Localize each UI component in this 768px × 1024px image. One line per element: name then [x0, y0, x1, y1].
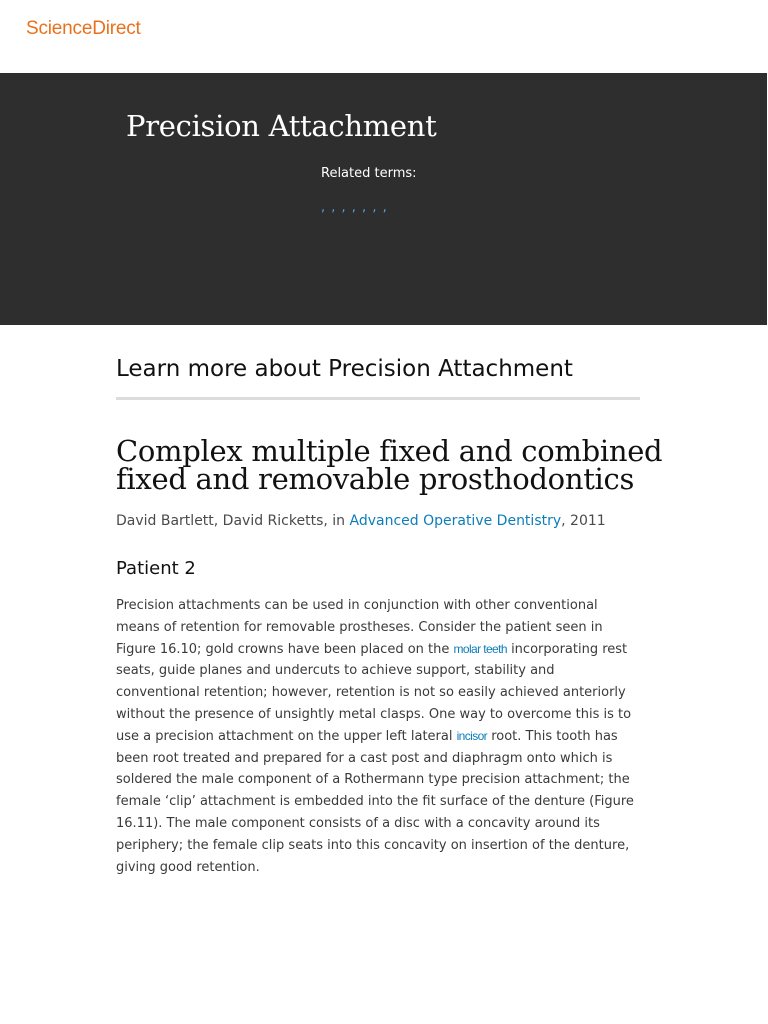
- excerpt-text: incorporating rest: [506, 641, 628, 657]
- article-title[interactable]: Complex multiple fixed and combined fixed and removable prosthodontics: [116, 434, 663, 496]
- excerpt-text: Figure 16.10; gold crowns have been placed on the: [116, 641, 454, 657]
- section-heading: Patient 2: [116, 558, 196, 579]
- excerpt-text: root. This tooth has: [487, 728, 618, 744]
- incisor-link[interactable]: incisor: [456, 728, 488, 743]
- excerpt-line: female ‘clip’ attachment is embedded into the fit surface of the denture (Figure: [116, 794, 634, 810]
- section-divider: [116, 397, 640, 400]
- learn-more-heading: Learn more about Precision Attachment: [116, 356, 573, 382]
- source-book-link[interactable]: Advanced Operative Dentistry: [349, 513, 562, 529]
- related-terms-links[interactable]: , , , , , , ,: [321, 200, 388, 215]
- excerpt-line: seats, guide planes and undercuts to achieve support, stability and: [116, 663, 555, 679]
- excerpt-line: without the presence of unsightly metal clasps. One way to overcome this is to: [116, 706, 632, 722]
- excerpt-line: been root treated and prepared for a cast post and diaphragm onto which is: [116, 750, 613, 766]
- excerpt-line: 16.11). The male component consists of a disc with a concavity around its: [116, 815, 600, 831]
- excerpt-line: periphery; the female clip seats into this concavity on insertion of the denture,: [116, 837, 630, 853]
- sciencedirect-logo[interactable]: ScienceDirect: [26, 18, 141, 39]
- article-excerpt: [116, 595, 656, 878]
- excerpt-line: means of retention for removable prostheses. Consider the patient seen in: [116, 619, 603, 635]
- excerpt-line: Precision attachments can be used in conjunction with other conventional: [116, 598, 598, 613]
- article-authors: David Bartlett, David Ricketts, in: [116, 513, 350, 529]
- excerpt-line: [116, 639, 656, 661]
- related-terms-label: Related terms:: [321, 166, 417, 181]
- excerpt-line: giving good retention.: [116, 859, 260, 875]
- article-byline: [116, 513, 606, 529]
- excerpt-text: use a precision attachment on the upper left lateral: [116, 728, 457, 744]
- molar-teeth-link[interactable]: molar teeth: [453, 641, 507, 656]
- article-year: , 2011: [561, 513, 606, 529]
- excerpt-line: [116, 726, 656, 748]
- topic-title: Precision Attachment: [126, 109, 437, 143]
- excerpt-line: conventional retention; however, retention is not so easily achieved anteriorly: [116, 685, 626, 701]
- excerpt-line: soldered the male component of a Rothermann type precision attachment; the: [116, 772, 630, 788]
